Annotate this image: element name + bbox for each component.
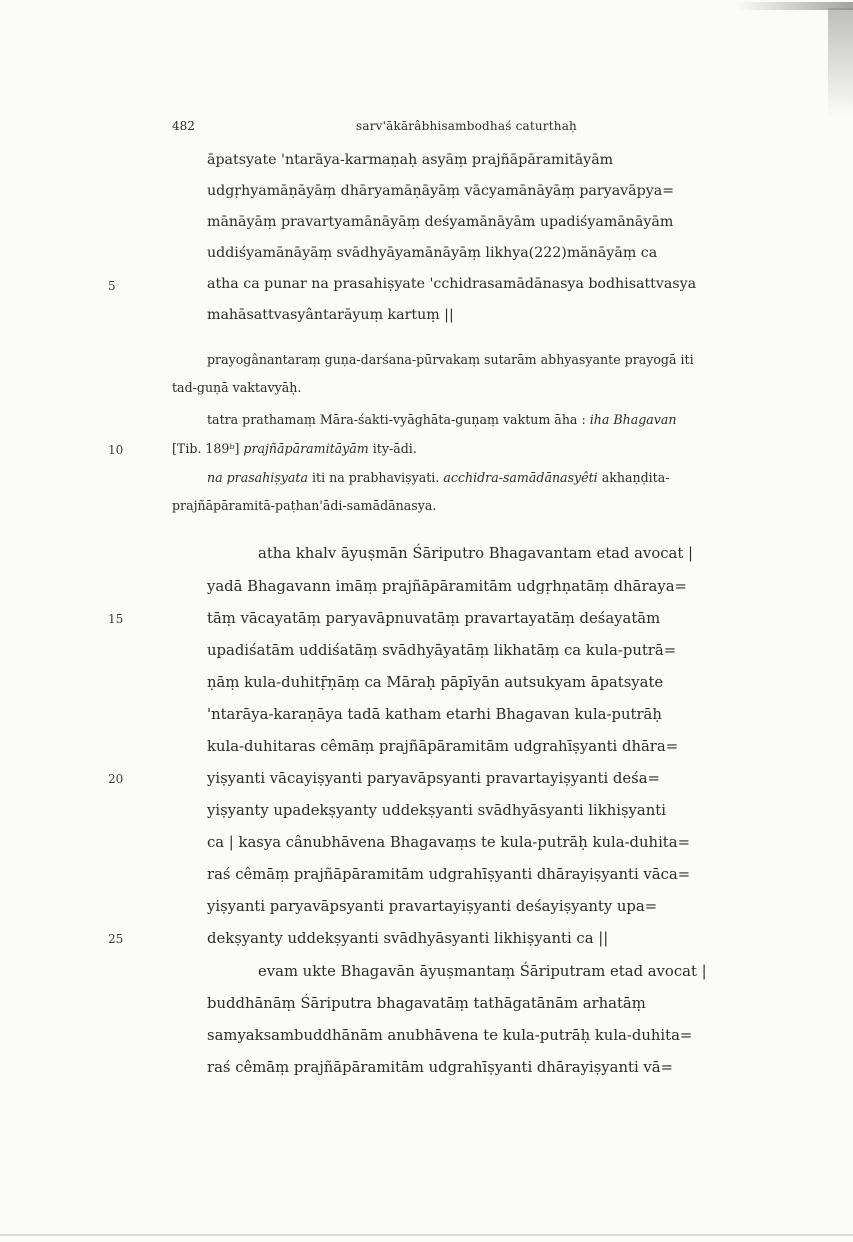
text-line: ṇāṃ kula-duhitṝṇāṃ ca Māraḥ pāpīyān autsukyam āpatsyate (207, 674, 664, 691)
commentary-line: prajñāpāramitā-paṭhan'ādi-samādānasya. (172, 498, 437, 513)
tibetan-reference: [Tib. 189ᵇ] (172, 441, 240, 456)
text-line: dekṣyanty uddekṣyanti svādhyāsyanti likhiṣyanti ca || (207, 930, 609, 947)
text-line: mahāsattvasyântarāyuṃ kartuṃ || (207, 307, 454, 323)
text-line: yadā Bhagavann imāṃ prajñāpāramitām udgṛhṇatāṃ dhāraya= (207, 578, 687, 595)
text-line: āpatsyate 'ntarāya-karmaṇaḥ asyāṃ prajñāpāramitāyām (207, 152, 614, 168)
commentary-italic: iha Bhagavan (589, 412, 677, 427)
text-line: yiṣyanty upadekṣyanty uddekṣyanti svādhyāsyanti likhiṣyanti (207, 802, 666, 819)
text-line: 'ntarāya-karaṇāya tadā katham etarhi Bhagavan kula-putrāḥ (207, 706, 662, 723)
commentary-line (172, 441, 417, 456)
scan-edge-shadow-right (828, 8, 853, 118)
text-line: tāṃ vācayatāṃ paryavāpnuvatāṃ pravartayatāṃ deśayatām (207, 610, 661, 627)
text-line: atha khalv āyuṣmān Śāriputro Bhagavantam etad avocat | (258, 545, 693, 562)
line-number: 15 (108, 612, 124, 626)
text-line: evam ukte Bhagavān āyuṣmantaṃ Śāriputram etad avocat | (258, 963, 707, 980)
line-number: 20 (108, 772, 124, 786)
commentary-text: tatra prathamaṃ Māra-śakti-vyāghāta-guṇaṃ vaktum āha : (207, 412, 586, 427)
line-number: 10 (108, 443, 124, 457)
commentary-text: akhaṇḍita- (601, 470, 670, 485)
text-line: raś cêmāṃ prajñāpāramitām udgrahīṣyanti dhārayiṣyanti vāca= (207, 866, 691, 883)
text-line: ca | kasya cânubhāvena Bhagavaṃs te kula-putrāḥ kula-duhita= (207, 834, 690, 851)
text-line: atha ca punar na prasahiṣyate 'cchidrasamādānasya bodhisattvasya (207, 276, 697, 292)
commentary-text: ity-ādi. (372, 441, 417, 456)
scan-edge-line-bottom (0, 1234, 853, 1236)
commentary-text: iti na prabhaviṣyati. (312, 470, 440, 485)
text-line: mānāyāṃ pravartyamānāyāṃ deśyamānāyām upadiśyamānāyām (207, 214, 674, 230)
text-line: yiṣyanti vācayiṣyanti paryavāpsyanti pravartayiṣyanti deśa= (207, 770, 660, 787)
commentary-line: prayogânantaraṃ guṇa-darśana-pūrvakaṃ sutarām abhyasyante prayogā iti (207, 352, 694, 367)
commentary-italic: na prasahiṣyata (207, 470, 308, 485)
text-line: kula-duhitaras cêmāṃ prajñāpāramitām udgrahīṣyanti dhāra= (207, 738, 679, 755)
text-line: udgṛhyamāṇāyāṃ dhāryamāṇāyāṃ vācyamānāyāṃ paryavāpya= (207, 183, 675, 199)
text-line: upadiśatām uddiśatāṃ svādhyāyatāṃ likhatāṃ ca kula-putrā= (207, 642, 677, 659)
commentary-line: tad-guṇā vaktavyāḥ. (172, 380, 302, 395)
text-line: uddiśyamānāyāṃ svādhyāyamānāyāṃ likhya(222)mānāyāṃ ca (207, 245, 658, 261)
running-title: sarv'ākārâbhisambodhaś caturthaḥ (356, 119, 577, 133)
page-number: 482 (172, 119, 195, 133)
line-number: 5 (108, 279, 116, 293)
text-line: yiṣyanti paryavāpsyanti pravartayiṣyanti deśayiṣyanty upa= (207, 898, 658, 915)
commentary-italic: prajñāpāramitāyām (243, 441, 369, 456)
commentary-line (207, 412, 677, 427)
commentary-italic: acchidra-samādānasyêti (443, 470, 598, 485)
text-line: buddhānāṃ Śāriputra bhagavatāṃ tathāgatānām arhatāṃ (207, 995, 646, 1012)
text-line: raś cêmāṃ prajñāpāramitām udgrahīṣyanti dhārayiṣyanti vā= (207, 1059, 673, 1076)
text-line: samyaksambuddhānām anubhāvena te kula-putrāḥ kula-duhita= (207, 1027, 693, 1044)
line-number: 25 (108, 932, 124, 946)
commentary-line (207, 470, 670, 485)
